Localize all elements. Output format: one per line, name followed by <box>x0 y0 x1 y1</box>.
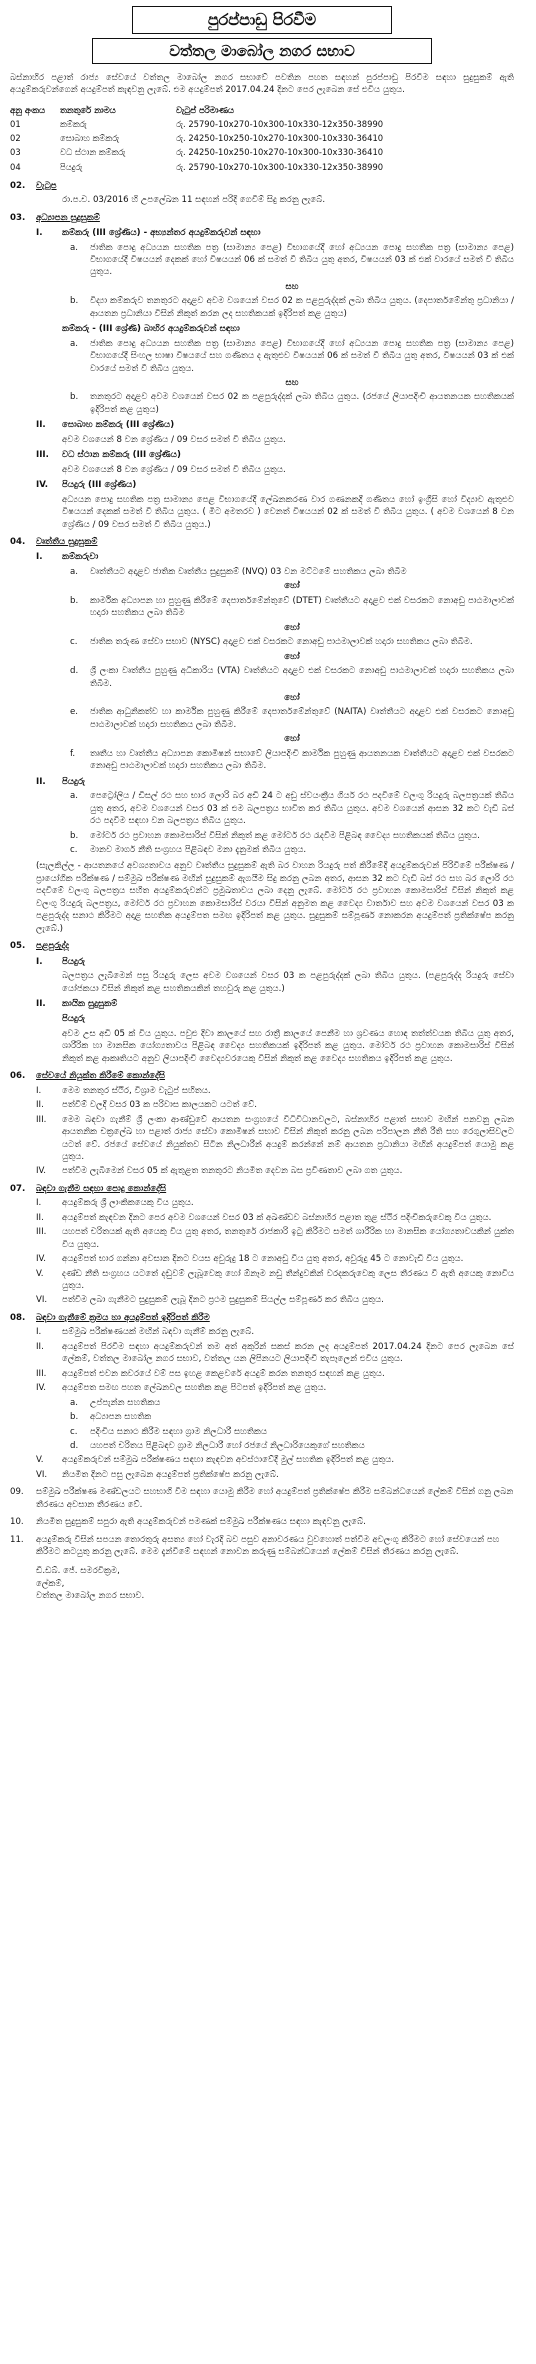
section-number: 04. <box>10 537 26 548</box>
list-item <box>36 1326 514 1338</box>
table-row <box>10 160 389 174</box>
row-post: කම්කරු <box>60 118 87 129</box>
subsection-title: සොබාහ කම්කරු (III ශ්‍රේණිය) <box>62 420 175 431</box>
item-marker: b. <box>70 296 79 307</box>
item-text: සම්මුඛ පරීක්ෂණයක් මඟින් බඳවා ගැනීම් කරනු ලැබේ. <box>62 1327 255 1338</box>
row-salary: රු. 25790-10x270-10x300-10x330-12x350-38990 <box>176 161 384 172</box>
subsection-title: පියදුරු <box>62 956 85 967</box>
item-text: අයදුම්පත් කැඳවන දිනට පෙර අවම වශයෙන් වසර 03 ක් අඛණ්ඩව බස්නාහිර පළාත තුළ ස්ථිර පදිංචිකරුවෙකු විය යුතුය. <box>62 1212 492 1223</box>
list-item <box>70 295 514 320</box>
item-marker: b. <box>70 595 79 606</box>
row-number: 04 <box>10 161 21 172</box>
item-text: පත්වීම ලබා ගැනීමට සුදුසුකම් ලැබූ දිනට ප්‍රථම සුදුසුකම් සියල්ල සම්පූර්ණ කර තිබිය යුතුය. <box>62 1295 384 1306</box>
notice-title: පුරප්පාඩු පිරවීම <box>132 6 392 34</box>
list-item <box>36 1226 514 1251</box>
section-number: 05. <box>10 941 26 952</box>
item-marker: III. <box>36 1368 47 1379</box>
item-marker: V. <box>36 1455 44 1466</box>
list-item <box>36 1454 514 1466</box>
item-marker: a. <box>70 1397 78 1408</box>
subsection-title: වධ ස්ථාන කම්කරු (III ශ්‍රේණිය) <box>62 450 181 461</box>
subsection-title: කම්කරු (III ශ්‍රේණිය) - අභ්‍යන්තර අයදුම්කරුවන් සඳහා <box>62 228 261 239</box>
item-text: අයදුම්පත් එවන කවරයේ වම් පස ඉහළ කෙළවරේ අයදුම් කරන තනතුර සඳහන් කළ යුතුය. <box>62 1368 385 1379</box>
col-post-name: තනතුරේ නාමය <box>60 104 116 115</box>
item-text: යහපත් චරිතයක් ඇති අයෙකු විය යුතු අතර, තනතුරේ රාජකාරි ඉටු කිරීමට සමත් ශාරීරික හා මානසික යෝග්‍යතාවයකින් යුක්ත විය යුතුය. <box>62 1227 514 1250</box>
list-item <box>36 1165 514 1177</box>
section-title: බඳවා ගැනීමේ ක්‍රමය හා අයදුම්පත් ඉදිරිපත් කිරීම <box>36 1312 210 1323</box>
section-number: 02. <box>10 180 26 191</box>
item-text: තනතුරට අදාළව අවම වශයෙන් වසර 02 ක පළපුරුද්දක් ලබා තිබිය යුතුය. (රජයේ ලියාපදිංචි ආයතනයක සහතිකයක් ඉදිරිපත් කළ යුතුය) <box>90 392 514 415</box>
intro-paragraph: බස්නාහිර පළාත් රාජ්‍ය සේවයේ වත්තල මාබෝල නගර සභාවේ පවතින පහත සඳහන් පුරප්පාඩු පිරවීම සඳහා සුදුසුකම් ඇති අයදුම්කරුවන්ගෙන් අයදුම්පත් කැඳවනු ලැබේ. එම අයදුම්පත් 2017.04.24 දිනට පෙර ලැබෙන සේ එවිය යුතුය. <box>10 72 514 96</box>
subsection-number: IV. <box>36 480 49 491</box>
row-number: 01 <box>10 118 21 129</box>
item-text: අයදුම්පත් පිරවීම සඳහා අයදුම්කරුවන් තම අත් අකුරින් සකස් කරන ලද අයදුම්පත් 2017.04.24 දිනට පෙර ලැබෙන සේ ලේකම්, වත්තල මාබෝල නගර සභාව, වත්තල යන ලිපිනයට ලියාපදිංචි තැපෑලෙන් එවිය යුතුය. <box>62 1341 514 1365</box>
item-text: අයදුම්පත සමඟ පහත ලේඛනවල සහතික කළ පිටපත් ඉදිරිපත් කළ යුතුය. <box>62 1383 327 1394</box>
item-marker: III. <box>36 1114 47 1125</box>
document-item <box>70 1440 514 1452</box>
table-row <box>10 131 389 145</box>
list-item <box>70 830 514 842</box>
item-marker: VI. <box>36 1469 48 1480</box>
item-text: ජාතික පොදු අධ්‍යයන සහතික පත්‍ර (සාමාන්‍ය පෙළ) විභාගයේදී හෝ අධ්‍යයන පොදු සහතික පත්‍ර (සාමාන්‍ය පෙළ) විභාගයේදී සිංහල භාෂා විෂයයේ සහ ගණිතය ද ඇතුළුව විෂයයන් 06 ක් සමත් වී තිබිය යුතු අතර, විෂයයන් 03 ක් එක් වාරයේ සමත් වී තිබිය යුතුය. <box>90 338 514 374</box>
subsection-driver <box>36 776 514 788</box>
table-row <box>10 145 389 159</box>
item-text: ජාතික තරුණ සේවා සභාව (NYSC) අදාළව එක් වසරකට නොඅඩු පාඨමාලාවක් හදාරා සහතිකය ලබා තිබීම. <box>90 637 473 648</box>
salary-text: රා.ප.ච. 03/2016 හි උපලේඛන 11 සඳහන් පරිදි ගෙවීම් සිදු කරනු ලැබේ. <box>62 195 326 206</box>
subsection-driver-experience <box>36 956 514 968</box>
council-name: වත්තල මාබෝල නගර සභාව <box>92 38 432 64</box>
document-item <box>70 1397 514 1409</box>
note-text: අයදුම්කරු විසින් සපයන තොරතුරු අසත්‍ය හෝ වැරදි බව පසුව අනාවරණය වුවහොත් පත්වීම අවලංගු කිරීමට හෝ සේවයෙන් පහ කිරීමට කටයුතු කරනු ලැබේ. මෙම දැන්වීමේ සඳහන් නොවන කරුණු සම්බන්ධයෙන් ලේකම් විසින් තීරණය කරනු ලැබේ. <box>36 1534 500 1558</box>
subsection-labourer-external <box>36 323 514 335</box>
item-marker: d. <box>70 666 79 677</box>
row-post: සොබාහ කම්කරු <box>60 133 120 144</box>
item-marker: VI. <box>36 1295 48 1306</box>
item-marker: I. <box>36 1198 42 1209</box>
item-text: පදිංචිය සනාථ කිරීම සඳහා ග්‍රාම නිලධාරී සහතිකය <box>90 1426 268 1437</box>
item-marker: IV. <box>36 1254 47 1265</box>
conjunction: හෝ <box>284 734 300 745</box>
list-item <box>70 391 514 416</box>
subsection-sanitary-labourer <box>36 419 514 431</box>
subsection-physical <box>36 998 514 1010</box>
posts-table-header <box>10 103 389 117</box>
posts-table <box>10 103 389 174</box>
item-text: පත්වීම් වලදී වසර 03 ක පරිවාස කාලයකට යටත් වේ. <box>62 1100 258 1111</box>
section-title: බඳවා ගැනීම සඳහා පොදු කොන්දේසි <box>36 1183 167 1194</box>
conjunction: හෝ <box>284 693 300 703</box>
list-item <box>36 1099 514 1111</box>
item-text: තෘතීය හා වෘත්තීය අධ්‍යාපන කොමිෂන් සභාවේ ලියාපදිංචි කාර්මික පුහුණු ආයතනයක වෘත්තීයට අදාළව එක් වසරකට නොඅඩු පාඨමාලාවක් හදාරා සහතිකය ලබා තිබීම. <box>90 748 514 772</box>
row-salary: රු. 24250-10x250-10x270-10x300-10x330-36410 <box>176 133 384 144</box>
item-text: අයදුම්කරු ශ්‍රී ලාංකිකයෙකු විය යුතුය. <box>62 1198 194 1209</box>
list-item <box>36 1294 514 1306</box>
document-item <box>70 1411 514 1423</box>
note-text: නියමිත සුදුසුකම් සපුරා ඇති අයදුම්කරුවන් පමණක් සම්මුඛ පරීක්ෂණය සඳහා කැඳවනු ලැබේ. <box>36 1517 366 1528</box>
list-item <box>70 790 514 827</box>
section-recruitment <box>10 1312 514 1324</box>
list-item <box>36 1469 514 1481</box>
list-item <box>70 566 514 578</box>
list-item <box>36 1085 514 1097</box>
item-marker: I. <box>36 1327 42 1338</box>
conjunction: සහ <box>285 281 299 292</box>
item-marker: II. <box>36 1212 44 1223</box>
subsection-title: පියදුරු <box>62 776 85 787</box>
section-general-conditions <box>10 1183 514 1195</box>
item-text: අයදුම්පත් භාර ගන්නා අවසාන දිනට වයස අවුරුදු 18 ට නොඅඩු විය යුතු අතර, අවුරුදු 45 ට නොවැඩි විය යුතුය. <box>62 1254 464 1265</box>
section-salary <box>10 180 514 192</box>
section-title: සේවයේ නියුක්ත කිරීමේ කොන්දේසි <box>36 1071 166 1082</box>
section-title: වැටුප <box>36 180 57 191</box>
item-text: අයදුම්කරුවන් සම්මුඛ පරීක්ෂණය සඳහා කැඳවන අවස්ථාවේදී මුල් සහතික ඉදිරිපත් කළ යුතුය. <box>62 1455 395 1466</box>
list-item <box>70 706 514 731</box>
item-marker: IV. <box>36 1383 47 1394</box>
row-post: වධ ස්ථාන කම්කරු <box>60 147 126 158</box>
item-marker: a. <box>70 242 78 253</box>
row-number: 02 <box>10 133 21 144</box>
general-note <box>10 1534 514 1559</box>
row-salary: රු. 24250-10x250-10x270-10x300-10x330-36410 <box>176 147 384 158</box>
conjunction: සහ <box>285 378 299 389</box>
item-text: මෝටර් රථ ප්‍රවාහන කොමසාරිස් විසින් නිකුත් කළ මෝටර් රථ රැදවීම පිළිබඳ වෛද්‍ය සහතිකයක් තිබිය යුතුය. <box>90 830 480 841</box>
section-title: වෘත්තීය සුදුසුකම් <box>36 537 98 548</box>
section-title: පළපුරුද්ද <box>36 941 70 952</box>
item-text: ජාතික පොදු අධ්‍යයන සහතික පත්‍ර (සාමාන්‍ය පෙළ) විභාගයේදී හෝ අධ්‍යයන පොදු සහතික පත්‍ර (සාමාන්‍ය පෙළ) විභාගයේදී විෂයයන් දෙකක් හෝ විෂයයන් 06 ක් සමත් වී තිබිය යුතු අතර, විෂයයන් 03 ක් එක් වාරයේ සමත් වී තිබිය යුතුය. <box>90 242 514 278</box>
item-marker: c. <box>70 637 78 648</box>
item-text: නියමිත දිනට පසු ලැබෙන අයදුම්පත් ප්‍රතික්ෂේප කරනු ලැබේ. <box>62 1469 279 1480</box>
item-text: යහපත් චරිතය පිළිබඳව ග්‍රාම නිලධාරී හෝ රජයේ නිලධාරියෙකුගේ සහතිකය <box>90 1441 365 1452</box>
subsection-title: පියදුරු (III ශ්‍රේණිය) <box>62 480 137 491</box>
note-number: 11. <box>10 1534 24 1545</box>
list-item <box>70 665 514 690</box>
section-title: අධ්‍යාපන සුදුසුකම් <box>36 212 100 223</box>
item-text: වෘත්තීයට අදාළව ජාතික වෘත්තීය සුදුසුකම් (NVQ) 03 වන මට්ටමේ සහතිකය ලබා තිබීම <box>90 566 407 577</box>
section-number: 06. <box>10 1071 26 1082</box>
item-text: පත්වීම ලැබීමෙන් වසර 05 ක් ඇතුළත තනතුරට නියමිත දෙවන බස ප්‍රවීණතාව ලබා ගත යුතුය. <box>62 1166 403 1177</box>
item-marker: a. <box>70 791 78 802</box>
item-text: පෙට්‍රෝලිය / ඩීසල් රථ සහ භාර ලොරි බර අඩි 24 ට අඩු ස්වයංක්‍රීය ගියර් රථ පදවීමේ වලංගු රියදුරු බලපත්‍රයක් තිබිය යුතු අතර, අවම වශයෙන් වසර 03 ක් එම බලපත්‍රය භාවිත කර තිබිය යුතුය. අවම වශයෙන් ආසන 32 කට වැඩි බස් රථ පදවීම සඳහා වන බලපත්‍රය තිබිය යුතුය. <box>90 791 514 827</box>
section-vocational <box>10 536 514 548</box>
list-item <box>70 636 514 648</box>
subsection-number: I. <box>36 552 43 563</box>
list-item <box>36 1212 514 1224</box>
driver-note: (සැලකිල්ල - ආයතනයේ අවශ්‍යතාවය අනුව වෘත්තීය සුදුසුකම් ඇති බර වාහන රියදුරු පත් කිරීමේදී අයදුම්කරුවන් පිරිවිමේ පරීක්ෂණ / ප්‍රායෝගික පරීක්ෂණ / සම්මුඛ පරීක්ෂණ මඟින් සුදුසුකම් ඇගයීම සිදු කරනු ලබන අතර, ආසන 32 කට වැඩි බස් රථ සහ බර ලොරි රථ පදවීමේ වලංගු බලපත්‍රය සහිත අයදුම්කරුවන්ට ප්‍රමුඛතාවය ලබා දෙනු ලැබේ. මෝටර් රථ ප්‍රවාහන කොමසාරිස් විසින් නිකුත් කළ වලංගු රියදුරු බලපත්‍රය, මෝටර් රථ ප්‍රවාහන කොමසාරිස් වරයා විසින් අනුමත කළ වෛද්‍ය වාර්තාව සහ අවම වශයෙන් වසර 03 ක පළපුරුද්ද සනාථ කිරීමට අදාළ සහතික අයදුම්පත සමඟ ඉදිරිපත් කළ යුතුය. සුදුසුකම් සම්පූර්ණ නොකරන අයදුම්පත් ප්‍රතික්ෂේප කරනු ලැබේ.) <box>36 861 514 934</box>
item-text: මෙම තනතුර ස්ථිර, විශ්‍රාම වැටුප් සහිතය. <box>62 1085 211 1096</box>
item-marker: c. <box>70 844 78 855</box>
item-marker: II. <box>36 1100 44 1111</box>
item-text: මානව මාර්ග නීති සංග්‍රහය පිළිබඳව මනා දැනුමක් තිබිය යුතුය. <box>90 844 307 855</box>
col-salary-scale: වැටුප් පරිමාණය <box>176 104 234 115</box>
subsection-labourer-internal <box>36 227 514 239</box>
signatory-org: වත්තල මාබෝල නගර සභාව. <box>36 1591 145 1602</box>
item-text: උප්පැන්න සහතිකය <box>90 1397 161 1408</box>
item-text: අධ්‍යාපන සහතික <box>90 1412 152 1423</box>
list-item <box>36 1382 514 1394</box>
list-item <box>36 1368 514 1380</box>
subsection-number: II. <box>36 998 46 1009</box>
general-note <box>10 1516 514 1528</box>
subsection-text: අවම උස අඩි 05 ක් විය යුතුය. පවුළු දිවා කාලයේ සහ රාත්‍රී කාලයේ පෙනීම හා ශ්‍රවණය හොඳ තත්ත්වයක තිබිය යුතු අතර, ශාරීරික හා මානසික යෝග්‍යතාවය පිළිබඳ වෛද්‍ය සහතිකයක් ඉදිරිපත් කළ යුතුය. මෝටර් රථ ප්‍රවාහන කොමසාරිස් විසින් නිකුත් කළ ආකෘතියට අනුව ලියාපදිංචි වෛද්‍යවරයෙකු විසින් නිකුත් කළ වෛද්‍ය සහතිකය ඉදිරිපත් කළ යුතුය. <box>62 1028 514 1064</box>
signatory-role: ලේකම්, <box>36 1578 65 1589</box>
subsection-number: II. <box>36 420 46 431</box>
conjunction: හෝ <box>284 651 300 662</box>
section-experience <box>10 940 514 952</box>
subsection-number: III. <box>36 450 49 461</box>
item-text: විද්‍යා කම්කරුව තනතුරට අදාළව අවම වශයෙන් වසර 02 ක පළපුරුද්දක් ලබා තිබිය යුතුය. (දෙපාර්තමේන්තු ප්‍රධානියා / ආයතන ප්‍රධානියා විසින් නිකුත් කරන ලද සහතිකයක් ඉදිරිපත් කළ යුතුය) <box>90 296 514 319</box>
section-education <box>10 212 514 224</box>
list-item <box>70 844 514 856</box>
subsection-number: I. <box>36 956 43 967</box>
section-number: 08. <box>10 1312 26 1323</box>
list-item <box>70 338 514 375</box>
list-item <box>36 1197 514 1209</box>
item-text: කාර්මික අධ්‍යාපන හා පුහුණු කිරීමේ දෙපාර්තමේන්තුවේ (DTET) වෘත්තීයට අදාළව එක් වසරකට නොඅඩු පාඨමාලාවක් හදාරා සහතිකය ලබා තිබීම <box>90 595 514 619</box>
subsection-labourer <box>36 551 514 563</box>
row-number: 03 <box>10 147 21 158</box>
item-text: මෙම බඳවා ගැනීම් ශ්‍රී ලංකා ආණ්ඩුවේ ආයතන සංග්‍රහයේ විධිවිධානවලට, බස්නාහිර පළාත් සභාව මඟින් පනවනු ලබන ආයතනික චක්‍රලේඛ හා පළාත් රාජ්‍ය සේවා කොමිෂන් සභාව විසින් නිකුත් කරනු ලබන පරිපාලන නීති රීති සහ රෙගුලාසිවලට යටත් වේ. රජයේ සේවයේ නියුක්තව සිටින නිලධාරීන් අයදුම් කරන්නේ නම් ආයතන ප්‍රධානියා මඟින් අයදුම්පත් යොමු කළ යුතුය. <box>62 1114 514 1162</box>
table-row <box>10 117 389 131</box>
subsection-physical-driver <box>36 1013 514 1025</box>
list-item <box>36 1253 514 1265</box>
item-marker: III. <box>36 1227 47 1238</box>
item-marker: II. <box>36 1341 44 1352</box>
subsection-text: බලපත්‍රය ලැබීමෙන් පසු රියදුරු ලෙස අවම වශයෙන් වසර 03 ක පළපුරුද්දක් ලබා තිබිය යුතුය. (පළපුරුද්ද රියදුරු සේවා යෝජකයා විසින් නිකුත් කළ සහතිකයකින් තහවුරු කළ යුතුය.) <box>62 971 514 994</box>
item-text: දණ්ඩ නීති සංග්‍රහය යටතේ දඬුවම් ලැබූවෙකු හෝ ඕනෑම නඩු තීන්දුවකින් වරදකරුවෙකු ලෙස තීරණය වී ඇති අයෙකු නොවිය යුතුය. <box>62 1268 514 1292</box>
subsection-number: II. <box>36 776 46 787</box>
list-item <box>36 1268 514 1293</box>
item-marker: e. <box>70 707 79 718</box>
row-salary: රු. 25790-10x270-10x300-10x330-12x350-38990 <box>176 118 384 129</box>
note-number: 09. <box>10 1487 24 1498</box>
subsection-title: පියදුරු <box>62 1014 85 1025</box>
note-text: සම්මුඛ පරීක්ෂණ මණ්ඩලයට සහභාගි වීම සඳහා යොමු කිරීම හෝ අයදුම්පත් ප්‍රතික්ෂේප කිරීම සම්බන්ධයෙන් ලේකම් විසින් ගනු ලබන තීරණය අවසාන තීරණය වේ. <box>36 1487 514 1510</box>
signatory-name: ඩී.ඩබ්. ජේ. සමරවික්‍රම, <box>36 1565 120 1576</box>
col-number: අනු අංකය <box>10 104 45 115</box>
item-marker: c. <box>70 1426 78 1437</box>
document-item <box>70 1426 514 1438</box>
subsection-title: කායික සුදුසුකම් <box>62 998 118 1009</box>
item-marker: b. <box>70 830 79 841</box>
section-number: 07. <box>10 1183 26 1194</box>
list-item <box>36 1341 514 1366</box>
item-marker: a. <box>70 338 78 349</box>
list-item <box>70 242 514 279</box>
note-number: 10. <box>10 1517 24 1528</box>
subsection-text: අවම වශයෙන් 8 වන ශ්‍රේණිය / 09 වසර සමත් වී තිබිය යුතුය. <box>62 464 286 475</box>
item-marker: IV. <box>36 1166 47 1177</box>
row-post: පියදුරු <box>60 161 83 172</box>
list-item <box>70 748 514 773</box>
conjunction: හෝ <box>284 581 300 592</box>
general-note <box>10 1486 514 1511</box>
subsection-driver <box>36 479 514 491</box>
subsection-number: I. <box>36 228 43 239</box>
section-service-conditions <box>10 1070 514 1082</box>
item-marker: I. <box>36 1085 42 1096</box>
item-marker: b. <box>70 1412 79 1423</box>
item-marker: b. <box>70 392 79 403</box>
item-marker: d. <box>70 1441 79 1452</box>
item-text: ජාතික ආධුනිකත්ව හා කාර්මික පුහුණු කිරීමේ දෙපාර්තමේන්තුවේ (NAITA) වෘත්තීයට අදාළව එක් වසරකට නොඅඩු පාඨමාලාවක් හදාරා සහතිකය ලබා තිබීම. <box>90 707 514 730</box>
section-number: 03. <box>10 212 26 223</box>
item-marker: V. <box>36 1268 44 1279</box>
list-item <box>70 595 514 620</box>
subsection-title: කම්කරු - (III ශ්‍රේණි) බාහිර අයදුම්කරුවන් සඳහා <box>62 324 240 335</box>
conjunction: හෝ <box>284 622 300 633</box>
subsection-title: කම්කරුවා <box>62 552 99 563</box>
item-text: ශ්‍රී ලංකා වෘත්තීය පුහුණු අධිකාරිය (VTA) වෘත්තියට අදාළව එක් වසරකට නොඅඩු පාඨමාලාවක් හදාරා සහතිකය ලබා තිබීම. <box>90 666 514 689</box>
item-marker: a. <box>70 566 78 577</box>
subsection-text: අධ්‍යයන පොදු සහතික පත්‍ර සාමාන්‍ය පෙළ විභාගයේදී ලේඛනකරණ වාර ගණනකදී ගණිතය හෝ ඉංග්‍රීසි හෝ විද්‍යාව ඇතුළුව විෂයයන් දෙකක් සමත් වී තිබිය යුතුය. ( මිට අමතරව ) වෙනත් විෂයයන් 02 ක් සමත් වී තිබිය යුතුය. ( අවම වශයෙන් 8 වන ශ්‍රේණිය / 09 වසර සමත් වී තිබිය යුතුය.) <box>62 494 514 530</box>
subsection-slaughterhouse-labourer <box>36 449 514 461</box>
item-marker: f. <box>70 748 76 759</box>
subsection-text: අවම වශයෙන් 8 වන ශ්‍රේණිය / 09 වසර සමත් වී තිබිය යුතුය. <box>62 434 286 445</box>
signature-block <box>36 1565 514 1604</box>
list-item <box>36 1114 514 1164</box>
